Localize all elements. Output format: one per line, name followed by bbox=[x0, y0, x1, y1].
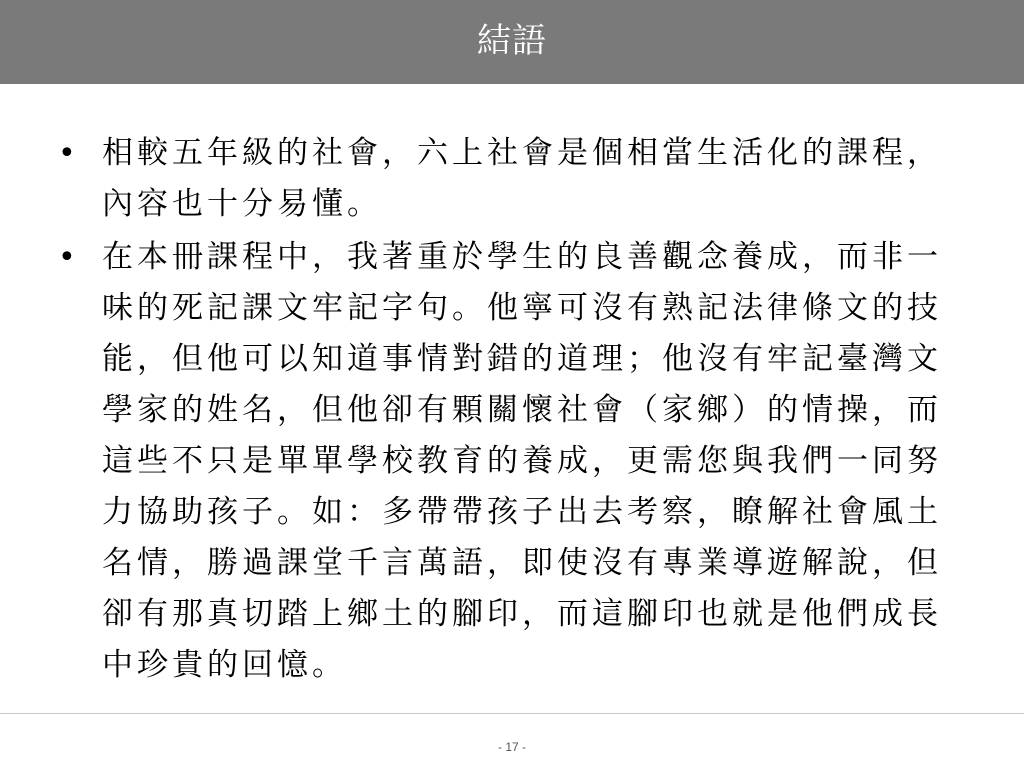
page-number: - 17 - bbox=[497, 740, 526, 754]
bullet-text: 在本冊課程中，我著重於學生的良善觀念養成，而非一味的死記課文牢記字句。他寧可沒有熟記法律條文的技能，但他可以知道事情對錯的道理；他沒有牢記臺灣文學家的姓名，但他卻有顆關懷社會（家鄉）的情操，而這些不只是單單學校教育的養成，更需您與我們一同努力協助孩子。如：多帶帶孩子出去考察，瞭解社會風土名情，勝過課堂千言萬語，即使沒有專業導遊解說，但卻有那真切踏上鄉土的腳印，而這腳印也就是他們成長中珍貴的回憶。 bbox=[102, 239, 942, 683]
footer-divider bbox=[0, 713, 1024, 714]
bullet-list bbox=[58, 128, 958, 691]
bullet-marker-icon: • bbox=[58, 240, 76, 275]
bullet-item-2 bbox=[58, 232, 958, 691]
bullet-text: 相較五年級的社會，六上社會是個相當生活化的課程，內容也十分易懂。 bbox=[102, 135, 942, 222]
title-bar bbox=[0, 0, 1024, 84]
bullet-marker-icon: • bbox=[58, 136, 76, 171]
slide-title: 結語 bbox=[477, 21, 547, 61]
bullet-item-1 bbox=[58, 128, 958, 230]
slide-body bbox=[58, 128, 958, 693]
